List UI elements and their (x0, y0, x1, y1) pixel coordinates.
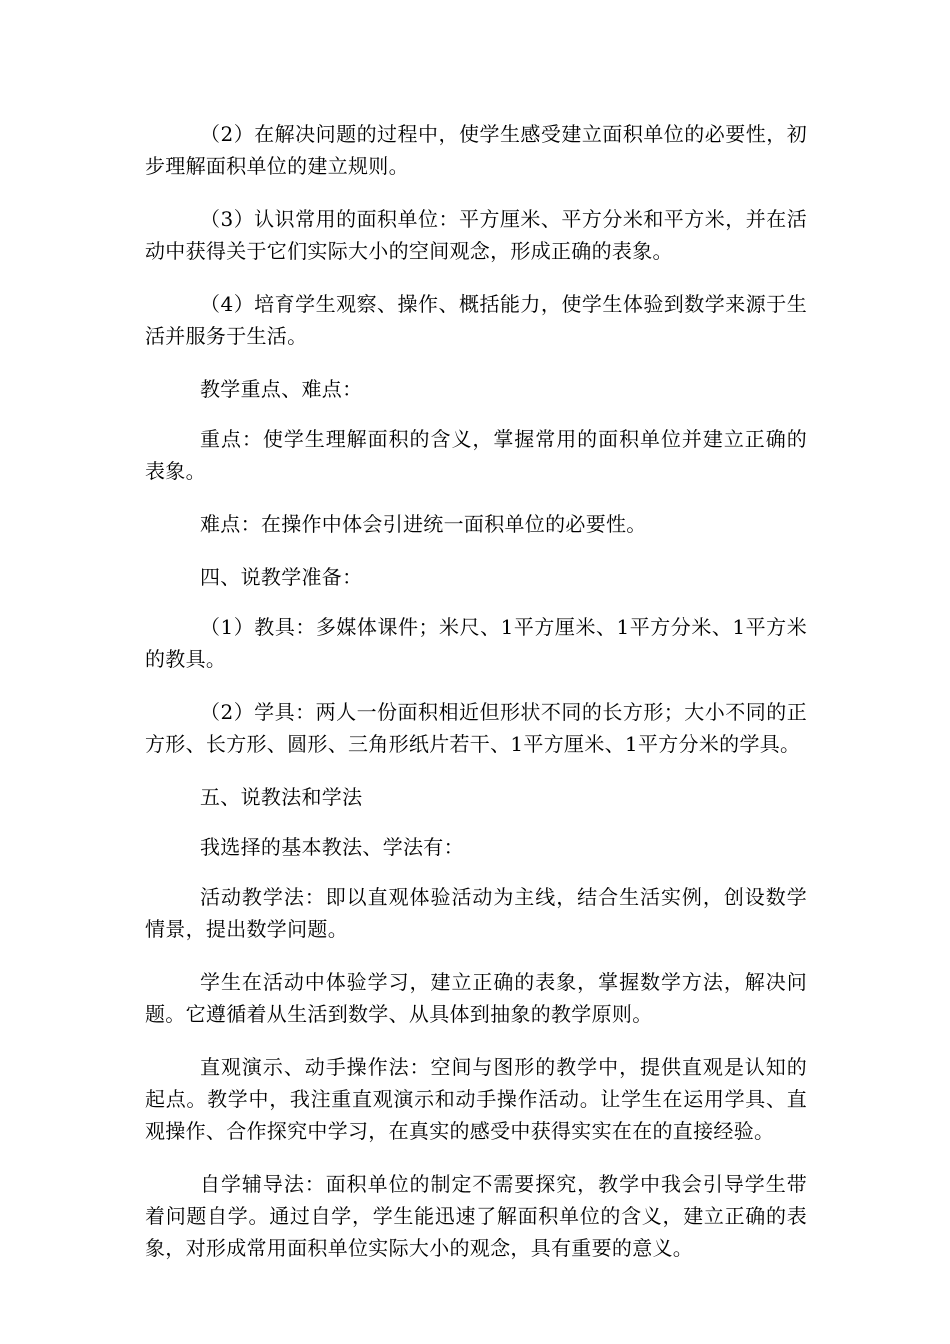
heading-preparation: 四、说教学准备： (200, 565, 363, 589)
paragraph-objective-2: （2）在解决问题的过程中，使学生感受建立面积单位的必要性，初步理解面积单位的建立规则。 (145, 122, 807, 178)
paragraph-demonstration-method: 直观演示、动手操作法：空间与图形的教学中，提供直观是认知的起点。教学中，我注重直观演示和动手操作活动。让学生在运用学具、直观操作、合作探究中学习，在真实的感受中获得实实在在的直接经验。 (145, 1055, 807, 1143)
paragraph-activity-method: 活动教学法：即以直观体验活动为主线，结合生活实例，创设数学情景，提出数学问题。 (145, 885, 807, 941)
paragraph-key-point: 重点：使学生理解面积的含义，掌握常用的面积单位并建立正确的表象。 (145, 427, 807, 483)
paragraph-objective-3: （3）认识常用的面积单位：平方厘米、平方分米和平方米，并在活动中获得关于它们实际大小的空间观念，形成正确的表象。 (145, 207, 807, 263)
paragraph-difficulty: 难点：在操作中体会引进统一面积单位的必要性。 (200, 512, 647, 536)
paragraph-self-study-method: 自学辅导法：面积单位的制定不需要探究，教学中我会引导学生带着问题自学。通过自学，学生能迅速了解面积单位的含义，建立正确的表象，对形成常用面积单位实际大小的观念，具有重要的意义。 (145, 1172, 807, 1260)
paragraph-learning-aids: （2）学具：两人一份面积相近但形状不同的长方形；大小不同的正方形、长方形、圆形、三角形纸片若干、1平方厘米、1平方分米的学具。 (145, 700, 807, 756)
paragraph-methods-intro: 我选择的基本教法、学法有： (200, 835, 464, 859)
heading-key-points: 教学重点、难点： (200, 377, 363, 401)
paragraph-teaching-aids: （1）教具：多媒体课件；米尺、1平方厘米、1平方分米、1平方米的教具。 (145, 615, 807, 671)
heading-methods: 五、说教法和学法 (200, 785, 363, 809)
document-page (145, 118, 807, 1285)
paragraph-objective-4: （4）培育学生观察、操作、概括能力，使学生体验到数学来源于生活并服务于生活。 (145, 292, 807, 348)
paragraph-activity-detail: 学生在活动中体验学习，建立正确的表象，掌握数学方法，解决问题。它遵循着从生活到数学、从具体到抽象的教学原则。 (145, 970, 807, 1026)
